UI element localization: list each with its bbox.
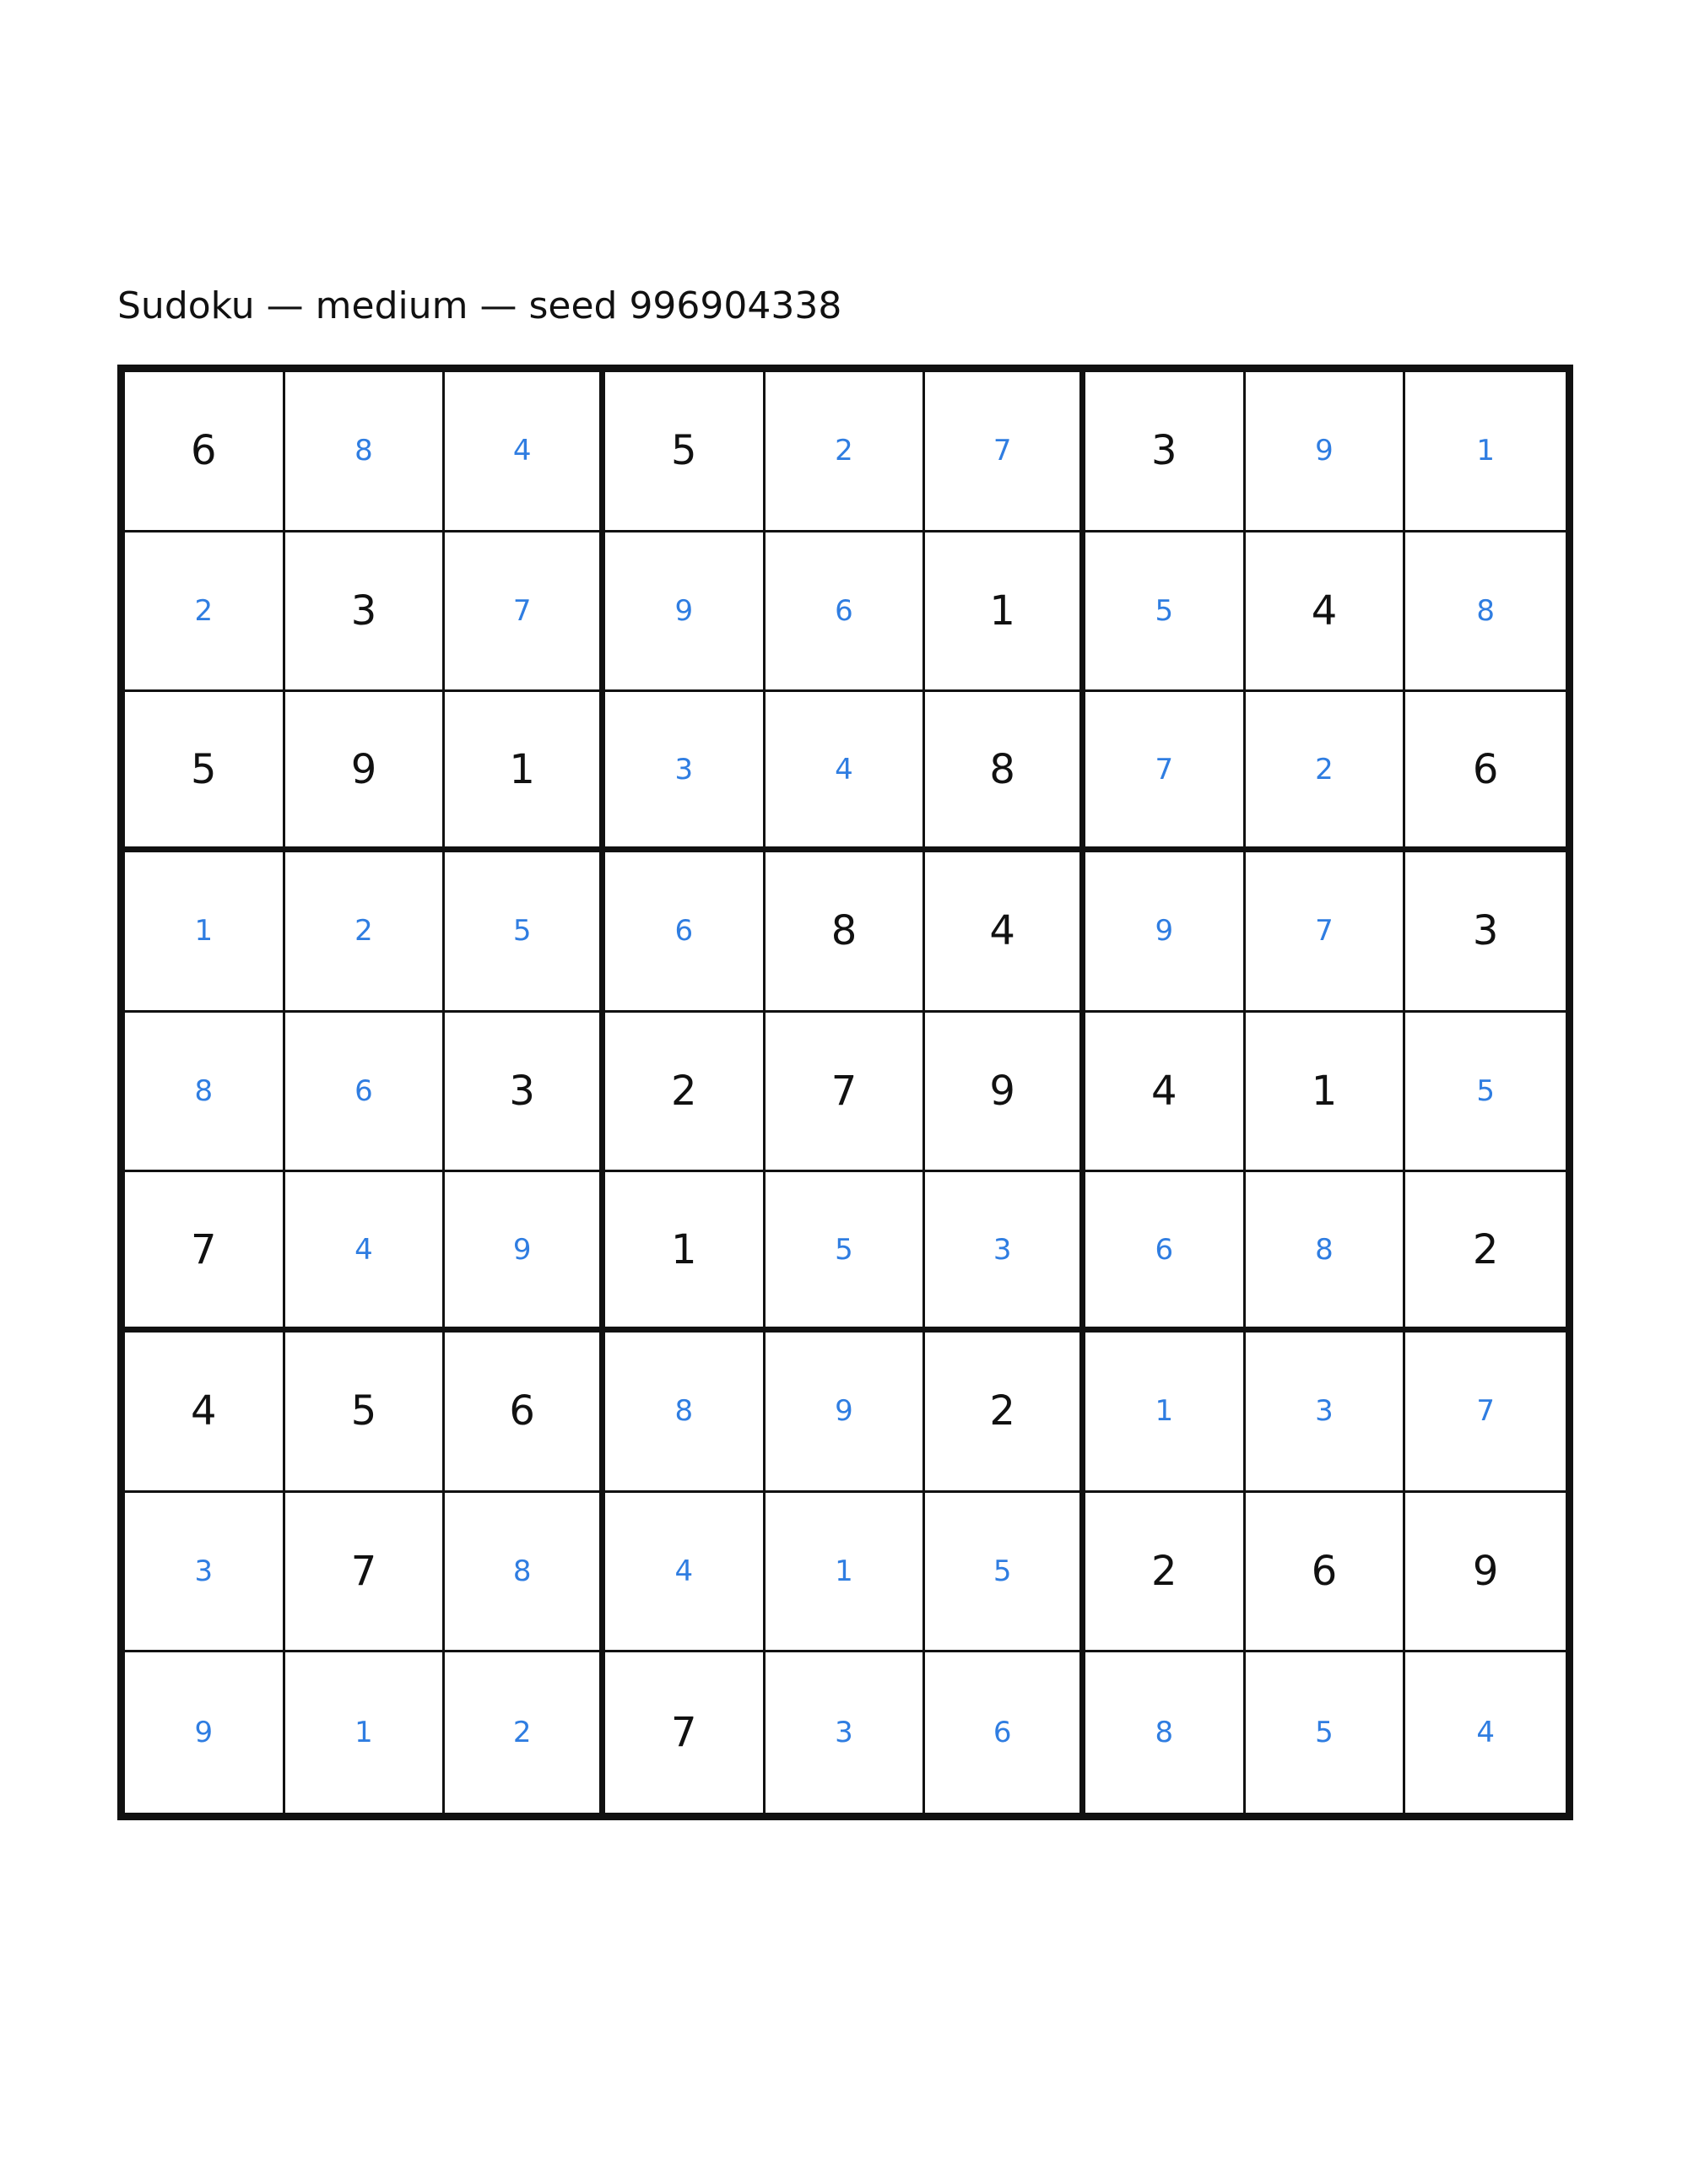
- given-digit: 3: [1151, 427, 1177, 475]
- cell-r5-c2[interactable]: [285, 1013, 446, 1173]
- given-digit: 8: [989, 745, 1015, 793]
- cell-r3-c3: [445, 692, 605, 852]
- cell-r2-c5[interactable]: [766, 532, 926, 693]
- filled-digit: 2: [1315, 752, 1334, 787]
- filled-digit: 5: [835, 1232, 853, 1267]
- cell-r4-c1[interactable]: [125, 852, 285, 1013]
- given-digit: 3: [509, 1067, 535, 1115]
- cell-r8-c5[interactable]: [766, 1493, 926, 1653]
- filled-digit: 7: [1155, 752, 1174, 787]
- filled-digit: 9: [512, 1232, 532, 1267]
- filled-digit: 7: [1315, 914, 1334, 949]
- cell-r1-c1: [125, 372, 285, 532]
- cell-r4-c7[interactable]: [1085, 852, 1246, 1013]
- given-digit: 9: [1472, 1547, 1499, 1595]
- cell-r3-c9: [1405, 692, 1566, 852]
- cell-r9-c1[interactable]: [125, 1652, 285, 1813]
- cell-r1-c3[interactable]: [445, 372, 605, 532]
- given-digit: 1: [671, 1225, 697, 1273]
- filled-digit: 7: [993, 434, 1012, 468]
- given-digit: 4: [191, 1387, 217, 1435]
- cell-r6-c6[interactable]: [925, 1172, 1085, 1333]
- cell-r1-c5[interactable]: [766, 372, 926, 532]
- filled-digit: 8: [1315, 1232, 1334, 1267]
- cell-r7-c5[interactable]: [766, 1333, 926, 1493]
- filled-digit: 4: [835, 752, 853, 787]
- cell-r1-c4: [605, 372, 766, 532]
- filled-digit: 1: [835, 1554, 853, 1588]
- cell-r4-c6: [925, 852, 1085, 1013]
- cell-r4-c4[interactable]: [605, 852, 766, 1013]
- given-digit: 7: [350, 1547, 377, 1595]
- given-digit: 5: [671, 427, 697, 475]
- filled-digit: 6: [674, 914, 694, 949]
- filled-digit: 3: [835, 1716, 853, 1750]
- cell-r3-c7[interactable]: [1085, 692, 1246, 852]
- cell-r9-c3[interactable]: [445, 1652, 605, 1813]
- given-digit: 7: [671, 1709, 697, 1757]
- cell-r2-c9[interactable]: [1405, 532, 1566, 693]
- filled-digit: 8: [354, 434, 373, 468]
- cell-r5-c3: [445, 1013, 605, 1173]
- cell-r4-c3[interactable]: [445, 852, 605, 1013]
- cell-r8-c4[interactable]: [605, 1493, 766, 1653]
- cell-r2-c8: [1246, 532, 1406, 693]
- puzzle-title: Sudoku — medium — seed 996904338: [117, 284, 842, 327]
- cell-r9-c8[interactable]: [1246, 1652, 1406, 1813]
- filled-digit: 4: [674, 1554, 694, 1588]
- cell-r9-c4: [605, 1652, 766, 1813]
- filled-digit: 6: [1155, 1232, 1174, 1267]
- cell-r2-c3[interactable]: [445, 532, 605, 693]
- cell-r6-c5[interactable]: [766, 1172, 926, 1333]
- given-digit: 1: [989, 587, 1015, 635]
- cell-r2-c7[interactable]: [1085, 532, 1246, 693]
- filled-digit: 5: [1155, 593, 1174, 628]
- cell-r7-c9[interactable]: [1405, 1333, 1566, 1493]
- filled-digit: 9: [674, 593, 694, 628]
- cell-r5-c1[interactable]: [125, 1013, 285, 1173]
- filled-digit: 8: [674, 1394, 694, 1429]
- cell-r7-c2: [285, 1333, 446, 1493]
- filled-digit: 4: [354, 1232, 373, 1267]
- filled-digit: 9: [835, 1394, 853, 1429]
- cell-r5-c8: [1246, 1013, 1406, 1173]
- cell-r9-c5[interactable]: [766, 1652, 926, 1813]
- given-digit: 6: [1311, 1547, 1338, 1595]
- cell-r5-c9[interactable]: [1405, 1013, 1566, 1173]
- filled-digit: 1: [1476, 434, 1495, 468]
- cell-r1-c9[interactable]: [1405, 372, 1566, 532]
- cell-r9-c9[interactable]: [1405, 1652, 1566, 1813]
- given-digit: 2: [671, 1067, 697, 1115]
- cell-r3-c1: [125, 692, 285, 852]
- cell-r6-c7[interactable]: [1085, 1172, 1246, 1333]
- sudoku-board: [117, 365, 1573, 1820]
- cell-r3-c8[interactable]: [1246, 692, 1406, 852]
- cell-r6-c3[interactable]: [445, 1172, 605, 1333]
- cell-r8-c3[interactable]: [445, 1493, 605, 1653]
- cell-r7-c6: [925, 1333, 1085, 1493]
- cell-r5-c4: [605, 1013, 766, 1173]
- filled-digit: 6: [835, 593, 853, 628]
- given-digit: 9: [350, 745, 377, 793]
- given-digit: 1: [509, 745, 535, 793]
- filled-digit: 1: [1155, 1394, 1174, 1429]
- cell-r3-c4[interactable]: [605, 692, 766, 852]
- filled-digit: 8: [1155, 1716, 1174, 1750]
- cell-r4-c2[interactable]: [285, 852, 446, 1013]
- filled-digit: 5: [1315, 1716, 1334, 1750]
- cell-r2-c1[interactable]: [125, 532, 285, 693]
- filled-digit: 7: [512, 593, 532, 628]
- given-digit: 4: [1311, 587, 1338, 635]
- cell-r1-c6[interactable]: [925, 372, 1085, 532]
- cell-r3-c6: [925, 692, 1085, 852]
- filled-digit: 6: [354, 1073, 373, 1108]
- given-digit: 4: [989, 907, 1015, 955]
- cell-r6-c8[interactable]: [1246, 1172, 1406, 1333]
- given-digit: 2: [989, 1387, 1015, 1435]
- cell-r7-c8[interactable]: [1246, 1333, 1406, 1493]
- filled-digit: 2: [354, 914, 373, 949]
- given-digit: 6: [191, 427, 217, 475]
- filled-digit: 3: [194, 1554, 214, 1588]
- cell-r6-c9: [1405, 1172, 1566, 1333]
- filled-digit: 2: [512, 1716, 532, 1750]
- given-digit: 1: [1311, 1067, 1338, 1115]
- filled-digit: 4: [1476, 1716, 1495, 1750]
- cell-r1-c8[interactable]: [1246, 372, 1406, 532]
- filled-digit: 6: [993, 1716, 1012, 1750]
- given-digit: 2: [1472, 1225, 1499, 1273]
- given-digit: 6: [1472, 745, 1499, 793]
- given-digit: 5: [191, 745, 217, 793]
- filled-digit: 1: [354, 1716, 373, 1750]
- filled-digit: 2: [194, 593, 214, 628]
- cell-r5-c7: [1085, 1013, 1246, 1173]
- filled-digit: 9: [194, 1716, 214, 1750]
- filled-digit: 7: [1476, 1394, 1495, 1429]
- given-digit: 4: [1151, 1067, 1177, 1115]
- cell-r9-c7[interactable]: [1085, 1652, 1246, 1813]
- given-digit: 7: [191, 1225, 217, 1273]
- given-digit: 3: [350, 587, 377, 635]
- given-digit: 9: [989, 1067, 1015, 1115]
- cell-r8-c8: [1246, 1493, 1406, 1653]
- filled-digit: 8: [194, 1073, 214, 1108]
- cell-r8-c6[interactable]: [925, 1493, 1085, 1653]
- cell-r6-c4: [605, 1172, 766, 1333]
- filled-digit: 1: [194, 914, 214, 949]
- cell-r3-c2: [285, 692, 446, 852]
- given-digit: 6: [509, 1387, 535, 1435]
- cell-r5-c5: [766, 1013, 926, 1173]
- cell-r4-c8[interactable]: [1246, 852, 1406, 1013]
- cell-r3-c5[interactable]: [766, 692, 926, 852]
- filled-digit: 3: [1315, 1394, 1334, 1429]
- cell-r2-c2: [285, 532, 446, 693]
- filled-digit: 5: [512, 914, 532, 949]
- given-digit: 7: [830, 1067, 858, 1115]
- cell-r8-c2: [285, 1493, 446, 1653]
- cell-r9-c2[interactable]: [285, 1652, 446, 1813]
- cell-r5-c6: [925, 1013, 1085, 1173]
- cell-r7-c3: [445, 1333, 605, 1493]
- cell-r7-c4[interactable]: [605, 1333, 766, 1493]
- cell-r8-c1[interactable]: [125, 1493, 285, 1653]
- cell-r1-c7: [1085, 372, 1246, 532]
- filled-digit: 2: [835, 434, 853, 468]
- filled-digit: 3: [993, 1232, 1012, 1267]
- given-digit: 8: [830, 907, 858, 955]
- cell-r9-c6[interactable]: [925, 1652, 1085, 1813]
- cell-r4-c5: [766, 852, 926, 1013]
- given-digit: 3: [1472, 907, 1499, 955]
- given-digit: 5: [350, 1387, 377, 1435]
- filled-digit: 3: [674, 752, 694, 787]
- cell-r2-c4[interactable]: [605, 532, 766, 693]
- filled-digit: 5: [993, 1554, 1012, 1588]
- filled-digit: 4: [512, 434, 532, 468]
- filled-digit: 9: [1315, 434, 1334, 468]
- cell-r1-c2[interactable]: [285, 372, 446, 532]
- filled-digit: 8: [1476, 593, 1495, 628]
- filled-digit: 9: [1155, 914, 1174, 949]
- cell-r2-c6: [925, 532, 1085, 693]
- cell-r4-c9: [1405, 852, 1566, 1013]
- cell-r6-c1: [125, 1172, 285, 1333]
- filled-digit: 8: [512, 1554, 532, 1588]
- cell-r8-c9: [1405, 1493, 1566, 1653]
- cell-r6-c2[interactable]: [285, 1172, 446, 1333]
- cell-r7-c7[interactable]: [1085, 1333, 1246, 1493]
- given-digit: 2: [1151, 1547, 1177, 1595]
- filled-digit: 5: [1476, 1073, 1495, 1108]
- cell-r7-c1: [125, 1333, 285, 1493]
- cell-r8-c7: [1085, 1493, 1246, 1653]
